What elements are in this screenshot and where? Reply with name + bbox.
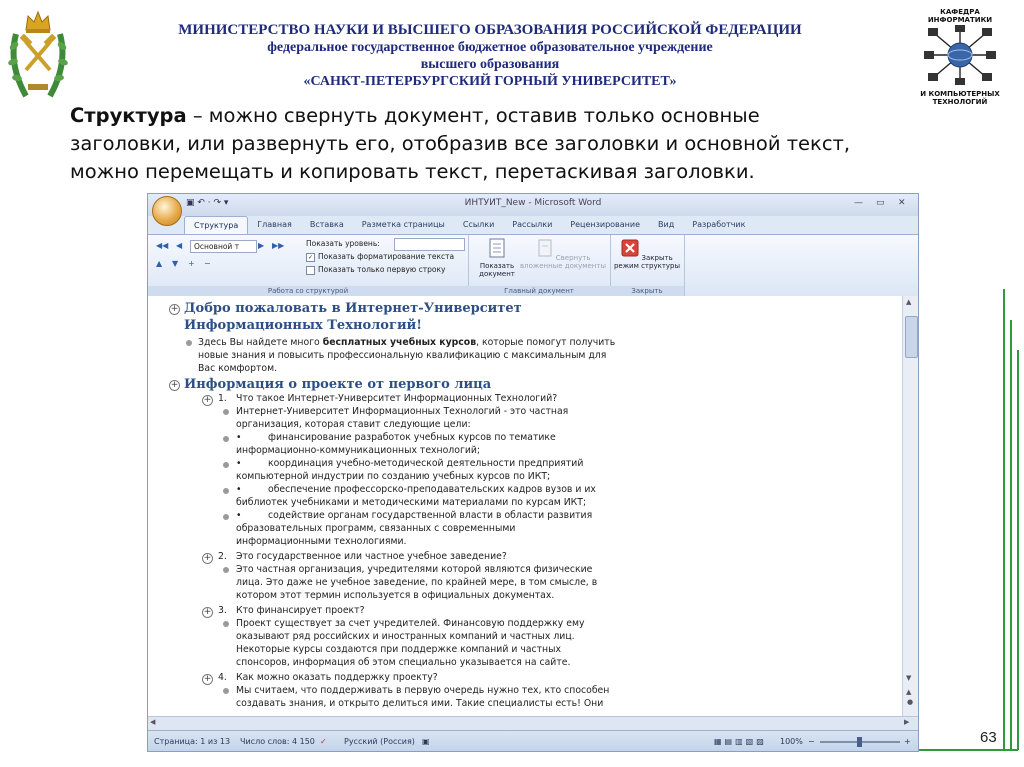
checkbox-empty-icon (306, 266, 315, 275)
show-levels-label: Показать уровень: (306, 239, 380, 248)
tab-outline[interactable]: Структура (184, 216, 248, 235)
browse-object-icon[interactable]: ● (907, 698, 914, 706)
group-outline-tools-label: Работа со структурой (148, 286, 468, 296)
status-bar (148, 730, 918, 752)
department-logo (912, 2, 1008, 112)
macro-record-icon[interactable]: ▣ (422, 737, 430, 746)
answer-2-line3: котором этот термин используется в официальных документах. (236, 590, 555, 601)
outline-expand-icon[interactable]: + (203, 553, 212, 563)
collapse-icon[interactable]: − (204, 259, 211, 268)
tab-home[interactable]: Главная (257, 220, 292, 229)
welcome-text-line2: новые знания и повысить профессиональную квалификацию с максимальным для (198, 350, 607, 361)
scroll-thumb[interactable] (905, 316, 918, 358)
status-page[interactable]: Страница: 1 из 13 (154, 737, 231, 746)
collapse-subdocuments-button[interactable]: Свернуть вложенные документы (520, 238, 606, 270)
question-number: 2. (218, 551, 227, 562)
scroll-left-icon[interactable]: ◀ (150, 718, 156, 726)
maximize-icon[interactable]: ▭ (876, 198, 885, 208)
answer-1-line2: организация, которая ставит следующие цели: (236, 419, 471, 430)
outline-expand-icon[interactable]: + (170, 304, 179, 314)
list-bullet: • (236, 484, 242, 495)
tab-developer[interactable]: Разработчик (692, 220, 746, 229)
zoom-slider-handle[interactable] (857, 737, 862, 747)
close-red-icon (621, 238, 639, 258)
question-number: 3. (218, 605, 227, 616)
close-outline-view-button[interactable]: Закрыть режим структуры (612, 238, 682, 270)
tab-references[interactable]: Ссылки (462, 220, 495, 229)
zoom-out-icon[interactable]: − (808, 737, 815, 746)
goal-4-line3: информационными технологиями. (236, 536, 407, 547)
answer-2-line2: лица. Это даже не учебное заведение, по крайней мере, в том смысле, в (236, 577, 598, 588)
office-button[interactable] (152, 196, 182, 226)
body-bullet-icon (186, 340, 192, 346)
demote-to-body-icon[interactable]: ▶▶ (272, 241, 285, 250)
body-bullet-icon (223, 688, 229, 694)
goal-2-line2: компьютерной индустрии по созданию учебных курсов по ИКТ; (236, 471, 551, 482)
quick-access-toolbar[interactable]: ▣ ↶ · ↷ ▾ (186, 198, 229, 208)
scroll-down-icon[interactable]: ▼ (906, 674, 912, 682)
tab-page-layout[interactable]: Разметка страницы (361, 220, 445, 229)
list-bullet: • (236, 432, 242, 443)
outline-expand-icon[interactable]: + (203, 395, 212, 405)
body-bullet-icon (223, 409, 229, 415)
subdocument-icon (536, 238, 554, 258)
minimize-icon[interactable]: — (854, 198, 863, 208)
accent-line-1 (1003, 289, 1005, 749)
accent-line-3 (1017, 350, 1019, 750)
welcome-text-line3: Вас комфортом. (198, 363, 278, 374)
university-emblem (6, 4, 70, 106)
goal-4-line2: образовательных программ, связанных с современными (236, 523, 516, 534)
group-master-document-label: Главный документ (468, 286, 610, 296)
outline-expand-icon[interactable]: + (203, 607, 212, 617)
dept-caption-top-2: ИНФОРМАТИКИ (927, 16, 993, 24)
first-line-only-checkbox[interactable]: Показать только первую строку (306, 265, 445, 275)
tab-insert[interactable]: Вставка (309, 220, 344, 229)
answer-4-line2: создавать знания, и открыто делиться ими. Такие специалисты есть! Они (236, 698, 604, 709)
list-bullet: • (236, 510, 242, 521)
group-master-document (468, 235, 611, 297)
checkbox-checked-icon: ✓ (307, 253, 314, 261)
header-line-ministry: МИНИСТЕРСТВО НАУКИ И ВЫСШЕГО ОБРАЗОВАНИЯ РОССИЙСКОЙ ФЕДЕРАЦИИ (178, 22, 802, 38)
outline-level-combo[interactable]: Основной т (190, 240, 257, 253)
question-4: Как можно оказать поддержку проекту? (236, 672, 438, 683)
question-1: Что такое Интернет-Университет Информационных Технологий? (236, 393, 558, 404)
horizontal-scrollbar[interactable] (148, 716, 918, 731)
vertical-scrollbar[interactable] (902, 296, 919, 716)
document-icon (488, 238, 506, 258)
status-zoom[interactable]: 100% (780, 737, 803, 746)
accent-line-bottom (918, 749, 1018, 751)
group-close (610, 235, 685, 297)
close-icon[interactable]: ✕ (898, 198, 906, 208)
heading-welcome-line1: Добро пожаловать в Интернет-Университет (184, 301, 522, 316)
outline-expand-icon[interactable]: + (170, 380, 179, 390)
intro-line-3: можно перемещать и копировать текст, перетаскивая заголовки. (70, 160, 755, 183)
ribbon (148, 234, 918, 298)
answer-3-line1: Проект существует за счет учредителей. Финансовую поддержку ему (236, 618, 585, 629)
show-formatting-checkbox[interactable]: ✓ Показать форматирование текста (307, 252, 455, 261)
status-language[interactable]: Русский (Россия) (344, 737, 415, 746)
heading-project-info: Информация о проекте от первого лица (184, 377, 492, 392)
question-2: Это государственное или частное учебное заведение? (236, 551, 507, 562)
intro-paragraph (70, 102, 970, 186)
question-number: 1. (218, 393, 227, 404)
tab-mailings[interactable]: Рассылки (512, 220, 553, 229)
welcome-text-line1: Здесь Вы найдете много бесплатных учебных курсов, которые помогут получить (198, 337, 616, 348)
answer-3-line3: Некоторые курсы создаются при поддержке компаний и частных (236, 644, 561, 655)
status-word-count[interactable]: Число слов: 4 150 (240, 737, 315, 746)
answer-3-line4: спонсоров, информация об этом специально указывается на сайте. (236, 657, 571, 668)
goal-2-line1: координация учебно-методической деятельности предприятий (268, 458, 584, 469)
answer-1-line1: Интернет-Университет Информационных Технологий - это частная (236, 406, 569, 417)
word-window (147, 193, 919, 752)
document-area[interactable] (148, 296, 902, 716)
dept-caption-bottom-1: И КОМПЬЮТЕРНЫХ (920, 90, 1000, 98)
goal-3-line1: обеспечение профессорско-преподавательских кадров вузов и их (268, 484, 596, 495)
goal-3-line2: библиотек учебниками и методическими материалами по курсам ИКТ; (236, 497, 587, 508)
promote-icon[interactable]: ◀ (176, 241, 183, 250)
header-line-education-level: высшего образования (420, 57, 560, 72)
heading-welcome-line2: Информационных Технологий! (184, 318, 422, 333)
scroll-right-icon[interactable]: ▶ (904, 718, 910, 726)
header-line-institution-type: федеральное государственное бюджетное образовательное учреждение (267, 40, 713, 55)
dept-caption-top-1: КАФЕДРА (940, 8, 980, 16)
word-titlebar (148, 194, 918, 216)
group-close-label: Закрыть (610, 286, 684, 296)
body-bullet-icon (223, 514, 229, 520)
demote-icon[interactable]: ▶ (258, 241, 265, 250)
promote-to-heading1-icon[interactable]: ◀◀ (156, 241, 169, 250)
show-levels-combo[interactable] (394, 238, 465, 251)
tab-view[interactable]: Вид (658, 220, 675, 229)
answer-3-line2: оказывают ряд российских и иностранных компаний и частных лиц. (236, 631, 575, 642)
goal-4-line1: содействие органам государственной власти в области развития (268, 510, 593, 521)
outline-expand-icon[interactable]: + (203, 674, 212, 684)
scroll-up-icon[interactable]: ▲ (906, 298, 912, 306)
question-number: 4. (218, 672, 227, 683)
body-bullet-icon (223, 567, 229, 573)
answer-4-line1: Мы считаем, что поддерживать в первую очередь нужно тех, кто способен (236, 685, 610, 696)
expand-icon[interactable]: + (188, 259, 195, 268)
body-bullet-icon (223, 462, 229, 468)
intro-line-1: – можно свернуть документ, оставив только основные (186, 104, 760, 127)
spellcheck-icon[interactable]: ✓ (320, 737, 327, 746)
previous-page-icon[interactable]: ▲ (906, 688, 912, 696)
zoom-in-icon[interactable]: + (904, 737, 911, 746)
move-down-icon[interactable]: ▼ (172, 259, 179, 268)
accent-line-2 (1010, 320, 1012, 750)
body-bullet-icon (223, 621, 229, 627)
word-window-title: ИНТУИТ_New - Microsoft Word (464, 198, 602, 208)
intro-term: Структура (70, 104, 187, 127)
answer-2-line1: Это частная организация, учредителями которой являются физические (236, 564, 593, 575)
goal-1-line2: информационно-коммуникационных технологий; (236, 445, 481, 456)
show-document-button[interactable]: Показать документ (476, 238, 518, 278)
question-3: Кто финансирует проект? (236, 605, 365, 616)
ribbon-tabs (184, 216, 754, 234)
tab-review[interactable]: Рецензирование (570, 220, 641, 229)
slide-page-number: 63 (980, 729, 997, 746)
list-bullet: • (236, 458, 242, 469)
goal-1-line1: финансирование разработок учебных курсов по тематике (268, 432, 556, 443)
header-line-university: «САНКТ-ПЕТЕРБУРГСКИЙ ГОРНЫЙ УНИВЕРСИТЕТ» (303, 74, 677, 89)
body-bullet-icon (223, 436, 229, 442)
view-buttons[interactable]: ▦▤▥▧▨ (714, 737, 767, 746)
network-icon (922, 25, 998, 85)
intro-line-2: заголовки, или развернуть его, отобразив все заголовки и основной текст, (70, 132, 851, 155)
group-outline-tools (148, 235, 469, 297)
ministry-header (120, 22, 860, 90)
dept-caption-bottom-2: ТЕХНОЛОГИЙ (932, 98, 988, 106)
body-bullet-icon (223, 488, 229, 494)
move-up-icon[interactable]: ▲ (156, 259, 163, 268)
